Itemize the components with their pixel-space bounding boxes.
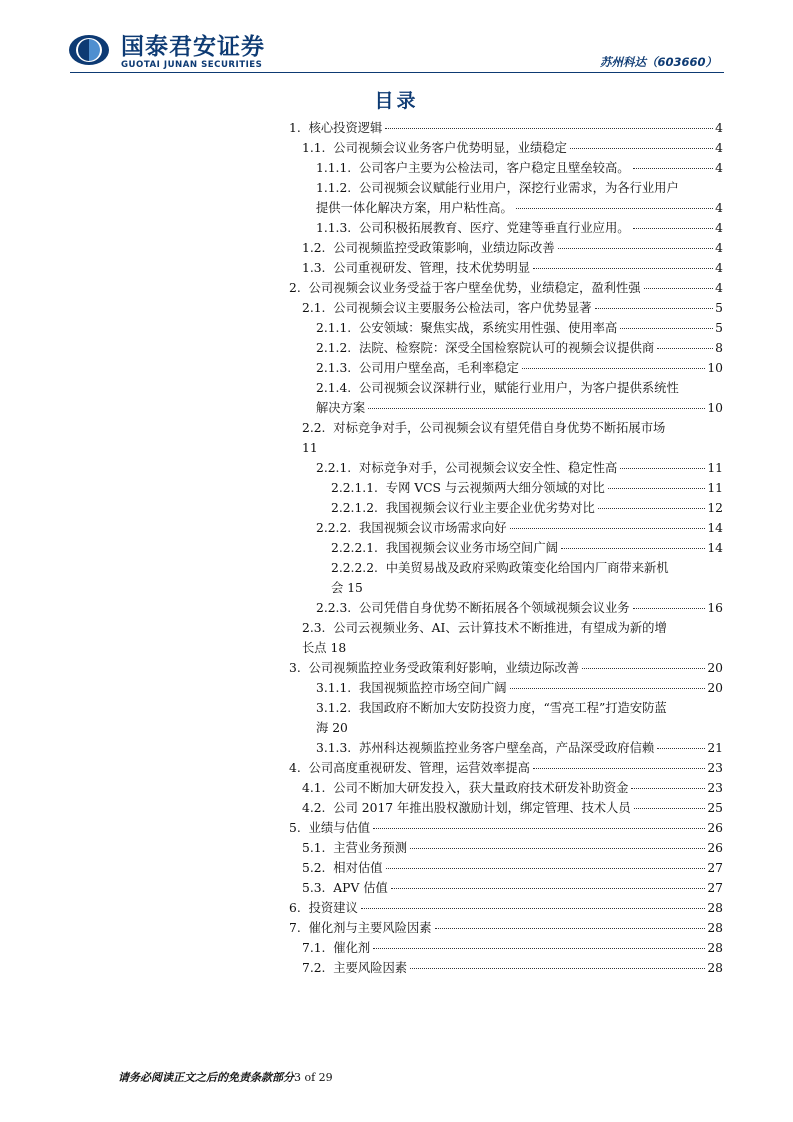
toc-entry[interactable] — [289, 738, 723, 758]
toc-entry[interactable] — [289, 778, 723, 798]
toc-entry-title: 对标竞争对手，公司视频会议安全性、稳定性高 — [359, 461, 618, 475]
toc-entry[interactable] — [289, 378, 723, 418]
toc-leader-dots — [657, 748, 705, 749]
toc-entry-title: 公司视频监控受政策影响，业绩边际改善 — [333, 241, 555, 255]
toc-page-number: 4 — [715, 221, 723, 235]
toc-entry[interactable] — [289, 598, 723, 618]
toc-page-number: 16 — [707, 601, 723, 615]
toc-leader-dots — [644, 288, 714, 289]
toc-entry[interactable] — [289, 118, 723, 138]
toc-entry-number: 1.1.1. — [316, 161, 352, 175]
toc-leader-dots — [385, 128, 713, 129]
toc-page-number: 21 — [707, 741, 723, 755]
toc-entry-number: 1.1.3. — [316, 221, 352, 235]
toc-entry-title: 我国政府不断加大安防投资力度，“雪亮工程”打造安防蓝 — [359, 701, 667, 715]
toc-entry-number: 2.1.2. — [316, 341, 352, 355]
toc-entry-number: 1.1. — [302, 141, 326, 155]
toc-leader-dots — [634, 808, 706, 809]
toc-entry-number: 2.2.2.2. — [331, 561, 378, 575]
toc-entry[interactable] — [289, 878, 723, 898]
toc-entry[interactable] — [289, 798, 723, 818]
table-of-contents — [289, 118, 723, 978]
toc-entry[interactable] — [289, 418, 723, 458]
toc-entry-number: 6. — [289, 901, 301, 915]
toc-entry-title: 主要风险因素 — [333, 961, 408, 975]
toc-entry-number: 5.1. — [302, 841, 326, 855]
toc-entry[interactable] — [289, 238, 723, 258]
toc-entry-title: 公司不断加大研发投入，获大量政府技术研发补助资金 — [333, 781, 629, 795]
guotai-junan-logo-icon — [68, 34, 110, 66]
toc-entry-continuation: 海 20 — [316, 721, 348, 735]
toc-entry-title: 法院、检察院：深受全国检察院认可的视频会议提供商 — [359, 341, 655, 355]
toc-page-number: 8 — [715, 341, 723, 355]
toc-page-number: 27 — [707, 881, 723, 895]
toc-entry-title: 公安领域：聚焦实战，系统实用性强、使用率高 — [359, 321, 618, 335]
toc-entry-title: 公司视频监控业务受政策利好影响，业绩边际改善 — [308, 661, 580, 675]
toc-page-number: 10 — [707, 361, 723, 375]
toc-leader-dots — [620, 328, 713, 329]
toc-page-number: 23 — [707, 761, 723, 775]
toc-entry-number: 4. — [289, 761, 301, 775]
toc-leader-dots — [533, 768, 705, 769]
toc-entry-title: 核心投资逻辑 — [308, 121, 383, 135]
toc-page-number: 23 — [707, 781, 723, 795]
toc-leader-dots — [391, 888, 706, 889]
toc-leader-dots — [582, 668, 705, 669]
toc-page-number: 14 — [707, 521, 723, 535]
toc-leader-dots — [558, 248, 714, 249]
toc-leader-dots — [633, 168, 714, 169]
toc-entry[interactable] — [289, 278, 723, 298]
toc-entry-number: 2.2. — [302, 421, 326, 435]
toc-entry[interactable] — [289, 358, 723, 378]
toc-entry-number: 3. — [289, 661, 301, 675]
toc-entry-title: 投资建议 — [308, 901, 358, 915]
toc-page-number: 4 — [715, 201, 723, 215]
page-header — [0, 0, 793, 80]
toc-entry[interactable] — [289, 658, 723, 678]
toc-page-number: 5 — [715, 301, 723, 315]
toc-page-number: 4 — [715, 141, 723, 155]
toc-entry-continuation: 11 — [302, 441, 318, 455]
toc-entry-continuation: 解决方案 — [316, 401, 366, 415]
toc-page-number: 12 — [707, 501, 723, 515]
toc-entry-title: APV 估值 — [333, 881, 388, 895]
toc-entry-number: 5.3. — [302, 881, 326, 895]
toc-entry-number: 1.3. — [302, 261, 326, 275]
toc-entry[interactable] — [289, 858, 723, 878]
toc-leader-dots — [510, 688, 706, 689]
toc-entry-title: 催化剂与主要风险因素 — [308, 921, 432, 935]
toc-entry-number: 3.1.3. — [316, 741, 352, 755]
toc-entry-title: 业绩与估值 — [308, 821, 371, 835]
toc-entry[interactable] — [289, 518, 723, 538]
toc-entry[interactable] — [289, 178, 723, 218]
company-ticker: 苏州科达（603660） — [599, 55, 717, 69]
toc-entry-title: 相对估值 — [333, 861, 383, 875]
toc-entry-number: 7.1. — [302, 941, 326, 955]
toc-leader-dots — [435, 928, 706, 929]
toc-entry-title: 公司视频会议主要服务公检法司，客户优势显著 — [333, 301, 592, 315]
toc-leader-dots — [368, 408, 705, 409]
toc-entry-number: 2.3. — [302, 621, 326, 635]
toc-entry-title: 公司客户主要为公检法司，客户稳定且壁垒较高。 — [359, 161, 630, 175]
toc-page-number: 4 — [715, 241, 723, 255]
toc-entry-number: 2.1.3. — [316, 361, 352, 375]
toc-page-number: 28 — [707, 961, 723, 975]
toc-page-number: 28 — [707, 901, 723, 915]
toc-entry[interactable] — [289, 558, 723, 598]
toc-entry-title: 公司高度重视研发、管理，运营效率提高 — [308, 761, 530, 775]
toc-leader-dots — [608, 488, 706, 489]
toc-entry-title: 主营业务预测 — [333, 841, 408, 855]
toc-leader-dots — [595, 308, 714, 309]
toc-entry-number: 2.2.3. — [316, 601, 352, 615]
toc-page-number: 26 — [707, 821, 723, 835]
toc-entry-title: 苏州科达视频监控业务客户壁垒高，产品深受政府信赖 — [359, 741, 655, 755]
toc-entry[interactable] — [289, 138, 723, 158]
toc-entry-continuation: 会 15 — [331, 581, 363, 595]
toc-entry-title: 公司重视研发、管理，技术优势明显 — [333, 261, 531, 275]
disclaimer-text: 请务必阅读正文之后的免责条款部分 — [118, 1071, 294, 1084]
toc-entry[interactable] — [289, 618, 723, 658]
toc-entry[interactable] — [289, 318, 723, 338]
toc-entry[interactable] — [289, 698, 723, 738]
toc-leader-dots — [361, 908, 706, 909]
toc-page-number: 20 — [707, 661, 723, 675]
toc-page-number: 28 — [707, 921, 723, 935]
toc-entry-title: 公司云视频业务、AI、云计算技术不断推进，有望成为新的增 — [333, 621, 667, 635]
logo-chinese-name: 国泰君安证券 — [121, 34, 265, 60]
toc-entry[interactable] — [289, 458, 723, 478]
toc-entry[interactable] — [289, 838, 723, 858]
toc-entry-number: 1. — [289, 121, 301, 135]
toc-page-number: 10 — [707, 401, 723, 415]
toc-entry-number: 2.2.1. — [316, 461, 352, 475]
toc-leader-dots — [510, 528, 706, 529]
toc-entry[interactable] — [289, 678, 723, 698]
toc-entry-title: 公司用户壁垒高，毛利率稳定 — [359, 361, 519, 375]
toc-entry-title: 催化剂 — [333, 941, 371, 955]
toc-entry[interactable] — [289, 898, 723, 918]
toc-entry-number: 2.1.4. — [316, 381, 352, 395]
toc-page-number: 4 — [715, 161, 723, 175]
logo-english-name: GUOTAI JUNAN SECURITIES — [121, 60, 263, 70]
toc-entry-title: 公司 2017 年推出股权激励计划，绑定管理、技术人员 — [333, 801, 631, 815]
toc-entry-number: 2.1.1. — [316, 321, 352, 335]
toc-entry[interactable] — [289, 818, 723, 838]
toc-leader-dots — [410, 848, 705, 849]
toc-entry-number: 2.2.1.1. — [331, 481, 378, 495]
toc-page-number: 4 — [715, 281, 723, 295]
toc-page-number: 11 — [707, 481, 723, 495]
toc-leader-dots — [410, 968, 705, 969]
toc-entry[interactable] — [289, 498, 723, 518]
toc-leader-dots — [386, 868, 706, 869]
toc-entry-title: 公司视频会议业务客户优势明显，业绩稳定 — [333, 141, 567, 155]
toc-entry[interactable] — [289, 478, 723, 498]
toc-page-number: 25 — [707, 801, 723, 815]
page-footer — [118, 1069, 333, 1085]
toc-page-number: 4 — [715, 261, 723, 275]
toc-entry-continuation: 提供一体化解决方案，用户粘性高。 — [316, 201, 513, 215]
toc-entry-title: 中美贸易战及政府采购政策变化给国内厂商带来新机 — [385, 561, 669, 575]
toc-leader-dots — [570, 148, 713, 149]
toc-entry-number: 1.1.2. — [316, 181, 352, 195]
page-number: 3 of 29 — [294, 1071, 333, 1084]
toc-entry-number: 4.1. — [302, 781, 326, 795]
toc-entry-number: 5.2. — [302, 861, 326, 875]
toc-page-number: 5 — [715, 321, 723, 335]
toc-leader-dots — [620, 468, 705, 469]
toc-leader-dots — [561, 548, 705, 549]
toc-entry[interactable] — [289, 218, 723, 238]
toc-entry[interactable] — [289, 298, 723, 318]
toc-leader-dots — [657, 348, 713, 349]
toc-leader-dots — [633, 228, 714, 229]
toc-entry-continuation: 长点 18 — [302, 641, 347, 655]
toc-leader-dots — [373, 828, 705, 829]
toc-entry[interactable] — [289, 918, 723, 938]
toc-entry-title: 公司视频会议赋能行业用户，深挖行业需求，为各行业用户 — [359, 181, 679, 195]
toc-entry-number: 2.2.2.1. — [331, 541, 378, 555]
toc-entry-number: 3.1.1. — [316, 681, 352, 695]
toc-entry-title: 公司视频会议业务受益于客户壁垒优势，业绩稳定，盈利性强 — [308, 281, 641, 295]
toc-entry[interactable] — [289, 158, 723, 178]
header-rule — [70, 72, 724, 73]
toc-entry-title: 公司凭借自身优势不断拓展各个领域视频会议业务 — [359, 601, 630, 615]
toc-entry-number: 5. — [289, 821, 301, 835]
toc-page-number: 20 — [707, 681, 723, 695]
toc-entry-number: 2.1. — [302, 301, 326, 315]
toc-entry-title: 公司视频会议深耕行业，赋能行业用户，为客户提供系统性 — [359, 381, 679, 395]
toc-page-number: 27 — [707, 861, 723, 875]
toc-entry-number: 4.2. — [302, 801, 326, 815]
toc-leader-dots — [516, 208, 713, 209]
toc-entry-number: 1.2. — [302, 241, 326, 255]
toc-entry-title: 对标竞争对手，公司视频会议有望凭借自身优势不断拓展市场 — [333, 421, 666, 435]
toc-entry[interactable] — [289, 538, 723, 558]
page-title: 目录 — [374, 90, 419, 112]
toc-entry[interactable] — [289, 338, 723, 358]
toc-leader-dots — [633, 608, 706, 609]
toc-page-number: 11 — [707, 461, 723, 475]
toc-entry[interactable] — [289, 958, 723, 978]
toc-page-number: 26 — [707, 841, 723, 855]
toc-page-number: 28 — [707, 941, 723, 955]
toc-entry-title: 专网 VCS 与云视频两大细分领域的对比 — [385, 481, 605, 495]
toc-entry-number: 7.2. — [302, 961, 326, 975]
toc-entry-number: 2.2.1.2. — [331, 501, 378, 515]
toc-entry-title: 公司积极拓展教育、医疗、党建等垂直行业应用。 — [359, 221, 630, 235]
toc-page-number: 4 — [715, 121, 723, 135]
toc-entry[interactable] — [289, 258, 723, 278]
toc-entry[interactable] — [289, 758, 723, 778]
toc-leader-dots — [373, 948, 705, 949]
toc-entry-number: 2. — [289, 281, 301, 295]
toc-entry-number: 3.1.2. — [316, 701, 352, 715]
toc-page-number: 14 — [707, 541, 723, 555]
toc-leader-dots — [522, 368, 705, 369]
toc-entry-number: 2.2.2. — [316, 521, 352, 535]
toc-entry-title: 我国视频监控市场空间广阔 — [359, 681, 507, 695]
toc-entry[interactable] — [289, 938, 723, 958]
toc-leader-dots — [533, 268, 713, 269]
toc-entry-title: 我国视频会议市场需求向好 — [359, 521, 507, 535]
toc-leader-dots — [631, 788, 705, 789]
toc-entry-title: 我国视频会议行业主要企业优劣势对比 — [385, 501, 595, 515]
toc-entry-title: 我国视频会议业务市场空间广阔 — [385, 541, 558, 555]
toc-leader-dots — [598, 508, 706, 509]
toc-entry-number: 7. — [289, 921, 301, 935]
